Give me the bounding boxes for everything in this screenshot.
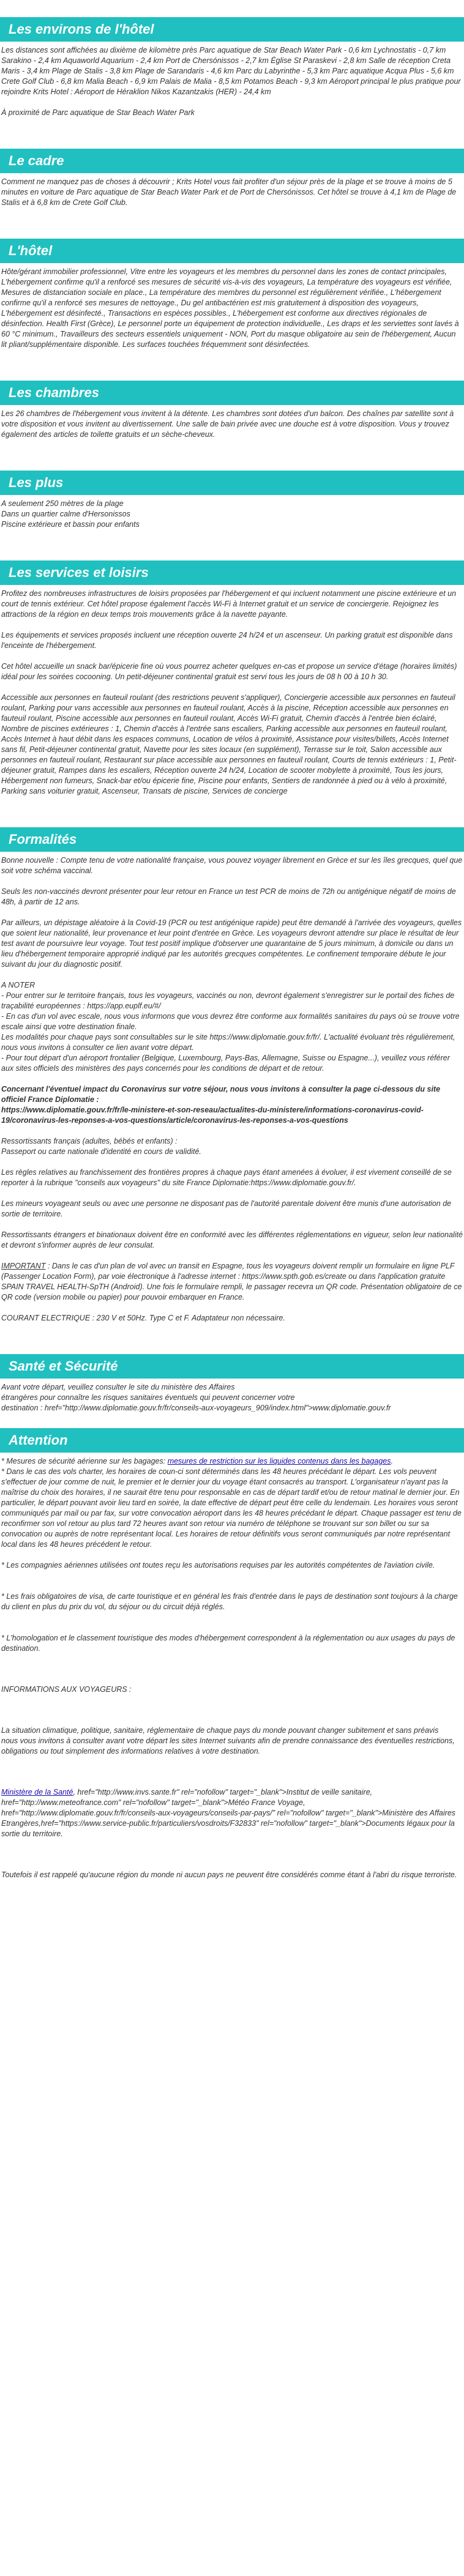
section-title-hotel: L'hôtel (0, 239, 464, 263)
info-line-1: La situation climatique, politique, sanitaire, réglementaire de chaque pays du monde pouvant changer subitement et sans préavis (1, 1726, 439, 1735)
coronavirus-notice: Concernant l'éventuel impact du Coronavirus sur votre séjour, nous vous invitons à consulter la page ci-dessous du site officiel France Diplomatie : (1, 1085, 441, 1104)
bagages-end: . (391, 1457, 393, 1465)
info-sources (1, 1787, 463, 1839)
formalites-test: Seuls les non-vaccinés devront présenter pour leur retour en France un test PCR de moins de 72h ou antigénique négatif de moins de 48h, à partir de 12 ans. (1, 887, 456, 906)
section-hotel (0, 239, 464, 350)
section-title-cadre: Le cadre (0, 149, 464, 173)
note-line: - En cas d'un vol avec escale, nous vous informons que vous devrez être conforme aux formalités sanitaires du pays où se trouve votre escale ainsi que votre destination finale. (1, 1012, 460, 1031)
attention-charter: * Dans le cas des vols charter, les horaires de coun-ci sont déterminés dans les 48 heures précédant le départ. Les vols peuvent s'effectuer de jour comme de nuit, le premier et le dernier jour du voyage étant consacrés au transport. L'organisateur n'ayant pas la maîtrise du choix des horaires, il ne saurait être tenu pour responsable en cas de départ tardif et/ou de retour matinal le dernier jour. En particulier, le départ pouvant avoir lieu tard en soirée, la date effective de départ peut être celle du lendemain. Les horaires vous seront communiqués par mail ou par fax, sur votre convocation aéroport dans les 48 heures précédant le départ. Chaque passager est tenu de reconfirmer son vol retour au plus tard 72 heures avant son retour via numéro de téléphone se trouvant sur son billet ou sur sa convocation ou auprès de notre représentant local. Les horaires de retour définitifs vous seront communiqués par notre représentant local dans les 48 heures précédent le retour. (1, 1467, 462, 1549)
section-title-formalites: Formalités (0, 827, 464, 852)
hotel-text: Hôte/gérant immobilier professionnel, Vitre entre les voyageurs et les membres du personnel dans les zones de contact principales, L'hébergement confirme qu'il a renforcé ses mesures de sécurité vis-à-vis des voyageurs, La température des voyageurs est vérifiée, Mesures de distanciation sociale en place., La température des membres du personnel est régulièrement vérifiée., L'hébergement confirme qu'il a renforcé ses mesures de nettoyage., Du gel antibactérien est mis gratuitement à disposition des voyageurs, L'hébergement est désinfecté., Transactions en espèces possibles., L'hébergement est conforme aux directives régionales de désinfection. Health First (Grèce), Le personnel porte un équipement de protection individuelle., Les draps et les serviettes sont lavés à 60 °C minimum., Travailleurs des secteurs essentiels uniquement - NON, Port du masque obligatoire au sein de l'hébergement, Aucun lit pliant/supplémentaire disponible. Les surfaces touchées fréquemment sont désinfectées. (1, 267, 459, 349)
services-equipments: Les équipements et services proposés incluent une réception ouverte 24 h/24 et un ascenseur. Un parking gratuit est disponible dans l'enceinte de l'hébergement. (1, 631, 453, 650)
section-title-plus: Les plus (0, 471, 464, 495)
sources-text: , href="http://www.invs.sante.fr" rel="nofollow" target="_blank">Institut de veille sanitaire, href="http://www.meteofrance.com" rel="nofollow" target="_blank">Météo France Voyage, href="http://www.diplomatie.gouv.fr/fr/conseils-aux-voyageurs/conseils-par-pays/" rel="nofollow" target="_blank">Ministère des Affaires Etrangères,href="https://www.service-public.fr/particuliers/vosdroits/F32833" rel="nofollow" target="_blank">Documents légaux pour la sortie du territoire. (1, 1788, 456, 1838)
formalites-borders: Les règles relatives au franchissement des frontières propres à chaque pays étant amenées à évoluer, il est vivement conseillé de se reporter à la rubrique "conseils aux voyageurs" du site France Diplomatie:https://www.diplomatie.gouv.fr/. (1, 1168, 452, 1187)
chambres-text: Les 26 chambres de l'hébergement vous invitent à la détente. Les chambres sont dotées d'un balcon. Des chaînes par satellite sont à votre disposition et vous invitent au divertissement. Une salle de bain privée avec une douche est à votre disposition. Vous y trouvez également des articles de toilette gratuits et un sèche-cheveux. (1, 409, 454, 439)
attention-compagnies: * Les compagnies aériennes utilisées ont toutes reçu les autorisations requises par les autorités compétentes de l'aviation civile. (1, 1561, 435, 1569)
note-line: - Pour entrer sur le territoire français, tous les voyageurs, vaccinés ou non, devront également s'enregistrer sur le portail des fiches de traçabilité européennes : https://app.euplf.eu/#/ (1, 991, 455, 1010)
section-plus (0, 471, 464, 530)
attention-homologation: * L'homologation et le classement touristique des modes d'hébergement correspondent à la réglementation ou aux usages du pays de destination. (1, 1634, 455, 1653)
ministere-sante-link[interactable]: Ministère de la Santé (1, 1788, 73, 1796)
services-list: Accessible aux personnes en fauteuil roulant (des restrictions peuvent s'appliquer), Conciergerie accessible aux personnes en fauteuil roulant, Parking pour vans accessible aux personnes en fauteuil roulant, Accès à la piscine, Réception accessible aux personnes en fauteuil roulant, Piscine accessible aux personnes en fauteuil roulant, Accès Wi-Fi gratuit, Chemin d'accès à l'entrée bien éclairé, Nombre de piscines extérieures : 1, Chemin d'accès à l'entrée sans escaliers, Parking accessible aux personnes en fauteuil roulant, Accès Internet à haut débit dans les espaces communs, Location de vélos à proximité, Assistance pour visites/billets, Accès Internet sans fil, Petit-déjeuner continental gratuit, Navette pour les sites locaux (en supplément), Terrasse sur le toit, Salon accessible aux personnes en fauteuil roulant, Restaurant sur place accessible aux personnes en fauteuil roulant, Courts de tennis extérieurs : 1, Petit-déjeuner gratuit, Rampes dans les escaliers, Réception ouverte 24 h/24, Location de scooter mobylette à proximité, Tous les jours, Hébergement non fumeurs, Snack-bar et/ou épicerie fine, Piscine pour enfants, Sentiers de randonnée à pied ou à vélo à proximité, Parking sans voiturier gratuit, Ascenseur, Transats de piscine, Services de concierge (1, 693, 457, 795)
section-formalites (0, 827, 464, 1323)
formalites-intro: Bonne nouvelle : Compte tenu de votre nationalité française, vous pouvez voyager librement en Grèce et sur les îles grecques, quel que soit votre schéma vaccinal. (1, 856, 463, 875)
formalites-notes (1, 980, 463, 1074)
section-services (0, 560, 464, 797)
resid-docs: Passeport ou carte nationale d'identité en cours de validité. (1, 1147, 201, 1156)
environs-distances: Les distances sont affichées au dixième de kilomètre près Parc aquatique de Star Beach Water Park - 0,6 km Lychnostatis - 0,7 km Sarakino - 2,4 km Aquaworld Aquarium - 2,4 km Port de Chersónissos - 2,7 km Église St Paraskevi - 2,8 km Salle de réception Creta Maris - 3,4 km Plage de Stalis - 3,8 km Plage de Sarandaris - 4,6 km Parc du Labyrinthe - 5,3 km Parc aquatique Acqua Plus - 5,6 km Crete Golf Club - 6,8 km Malia Beach - 6,9 km Palais de Malia - 8,5 km Potamos Beach - 9,3 km Aéroport principal le plus pratique pour rejoindre Krits Hotel : Aéroport de Héraklion Nikos Kazantzakis (HER) - 24,4 km (1, 46, 461, 96)
sante-line: étrangères pour connaître les risques sanitaires éventuels qui peuvent concerner votre (1, 1393, 295, 1402)
attention-frais: * Les frais obligatoires de visa, de carte touristique et en général les frais d'entrée dans le pays de destination sont toujours à la charge du client en plus du prix du vol, du séjour ou du circuit déjà réglés. (1, 1592, 458, 1611)
services-food: Cet hôtel accueille un snack bar/épicerie fine où vous pourrez acheter quelques en-cas et propose un service d'étage (horaires limités) idéal pour les soirées cocooning. Un petit-déjeuner continental gratuit est servi tous les jours de 08 h 00 à 10 h 30. (1, 662, 457, 681)
important-label: IMPORTANT (1, 1262, 46, 1270)
liquids-restriction-link[interactable]: mesures de restriction sur les liquides contenus dans les bagages (167, 1457, 391, 1465)
formalites-foreigners: Ressortissants étrangers et binationaux doivent être en conformité avec les différentes réglementations en vigueur, selon leur nationalité et devront s'informer auprès de leur consulat. (1, 1230, 463, 1249)
section-title-chambres: Les chambres (0, 381, 464, 405)
info-line-2: nous vous invitons à consulter avant votre départ les sites Internet suivants afin de prendre connaissance des éventuelles restrictions, obligations ou tout simplement des informations relatives à votre destination. (1, 1737, 455, 1755)
note-line: A NOTER (1, 981, 36, 989)
formalites-minors: Les mineurs voyageant seuls ou avec une personne ne disposant pas de l'autorité parentale doivent être munis d'une autorisation de sortie de territoire. (1, 1199, 452, 1218)
resid-label: Ressortissants français (adultes, bébés et enfants) : (1, 1137, 178, 1145)
note-line: Les modalités pour chaque pays sont consultables sur le site https://www.diplomatie.gouv.fr/fr/. L'actualité évoluant très régulièrement, nous vous invitons à consulter ce lien avant votre départ. (1, 1033, 455, 1052)
important-text: : Dans le cas d'un plan de vol avec un transit en Espagne, tous les voyageurs doivent remplir un formulaire en ligne PLF (Passenger Location Form), par voie électronique à l'adresse internet : https://www.spth.gob.es/create ou dans l'application gratuite SPAIN TRAVEL HEALTH-SpTH (Android). Une fois le formulaire rempli, le passager recevra un QR code. Présentation obligatoire de ce QR code (version mobile ou papier) pour pouvoir embarquer en France. (1, 1262, 462, 1301)
sante-line: destination : href="http://www.diplomatie.gouv.fr/fr/conseils-aux-voyageurs_909/index.html">www.diplomatie.gouv.fr (1, 1404, 391, 1412)
formalites-electric: COURANT ELECTRIQUE : 230 V et 50Hz. Type C et F. Adaptateur non nécessaire. (1, 1314, 285, 1322)
section-attention (0, 1428, 464, 1880)
plus-item: Piscine extérieure et bassin pour enfants (1, 520, 140, 529)
section-title-services: Les services et loisirs (0, 560, 464, 585)
formalites-important (1, 1261, 463, 1303)
cadre-text: Comment ne manquez pas de choses à découvrir ; Krits Hotel vous fait profiter d'un séjour près de la plage et se trouve à moins de 5 minutes en voiture de Parc aquatique de Star Beach Water Park et de Port de Chersónissos. Cet hôtel se trouve à 4,1 km de Plage de Stalis et à 6,8 km de Crete Golf Club. (1, 177, 457, 207)
formalites-depistage: Par ailleurs, un dépistage aléatoire à la Covid-19 (PCR ou test antigénique rapide) peut être demandé à l'arrivée des voyageurs, quelles que soient leur nationalité, leur provenance et leur point d'entrée en Grèce. Les voyageurs devront attendre sur place le résultat de leur test avant de poursuivre leur voyage. Tout test positif implique d'observer une quarantaine de 5 jours minimum, à domicile ou dans un lieu d'hébergement temporaire approprié indiqué par les autorités grecques compétentes. Le confinement temporaire débute le jour suivant du jour du diagnostic positif. (1, 918, 462, 969)
section-sante (0, 1354, 464, 1413)
plus-item: A seulement 250 mètres de la plage (1, 499, 124, 508)
plus-item: Dans un quartier calme d'Hersonissos (1, 510, 130, 518)
note-line: - Pour tout départ d'un aéroport frontalier (Belgique, Luxembourg, Pays-Bas, Allemagne, Suisse ou Espagne...), veuillez vous référer aux sites officiels des ministères des pays concernés pour les conditions de départ et de retour. (1, 1054, 450, 1073)
environs-proximity: À proximité de Parc aquatique de Star Beach Water Park (1, 108, 195, 117)
section-title-environs: Les environs de l'hôtel (0, 17, 464, 42)
sante-line: Avant votre départ, veuillez consulter le site du ministère des Affaires (1, 1383, 235, 1391)
section-chambres (0, 381, 464, 440)
section-cadre (0, 149, 464, 208)
attention-bagages (1, 1456, 463, 1550)
bagages-text: * Mesures de sécurité aérienne sur les bagages: (1, 1457, 168, 1465)
info-heading: INFORMATIONS AUX VOYAGEURS : (1, 1685, 132, 1694)
section-title-sante: Santé et Sécurité (0, 1354, 464, 1379)
services-intro: Profitez des nombreuses infrastructures de loisirs proposées par l'hébergement et qui incluent notamment une piscine extérieure et un court de tennis extérieur. Cet hôtel propose également l'accès Wi-Fi à Internet gratuit et un service de conciergerie. Rejoignez les attractions de la région en deux temps trois mouvements grâce à la navette payante. (1, 589, 457, 619)
section-title-attention: Attention (0, 1428, 464, 1453)
section-environs (0, 17, 464, 118)
info-text (1, 1725, 463, 1757)
terror-risk: Toutefois il est rappelé qu'aucune région du monde ni aucun pays ne peuvent être considérés comme étant à l'abri du risque terroriste. (1, 1871, 457, 1879)
coronavirus-link[interactable]: https://www.diplomatie.gouv.fr/fr/le-ministere-et-son-reseau/actualites-du-ministere/informations-coronavirus-covid-19/coronavirus-les-reponses-a-vos-questions/article/coronavirus-les-reponses-a-vos-questions (1, 1106, 424, 1125)
